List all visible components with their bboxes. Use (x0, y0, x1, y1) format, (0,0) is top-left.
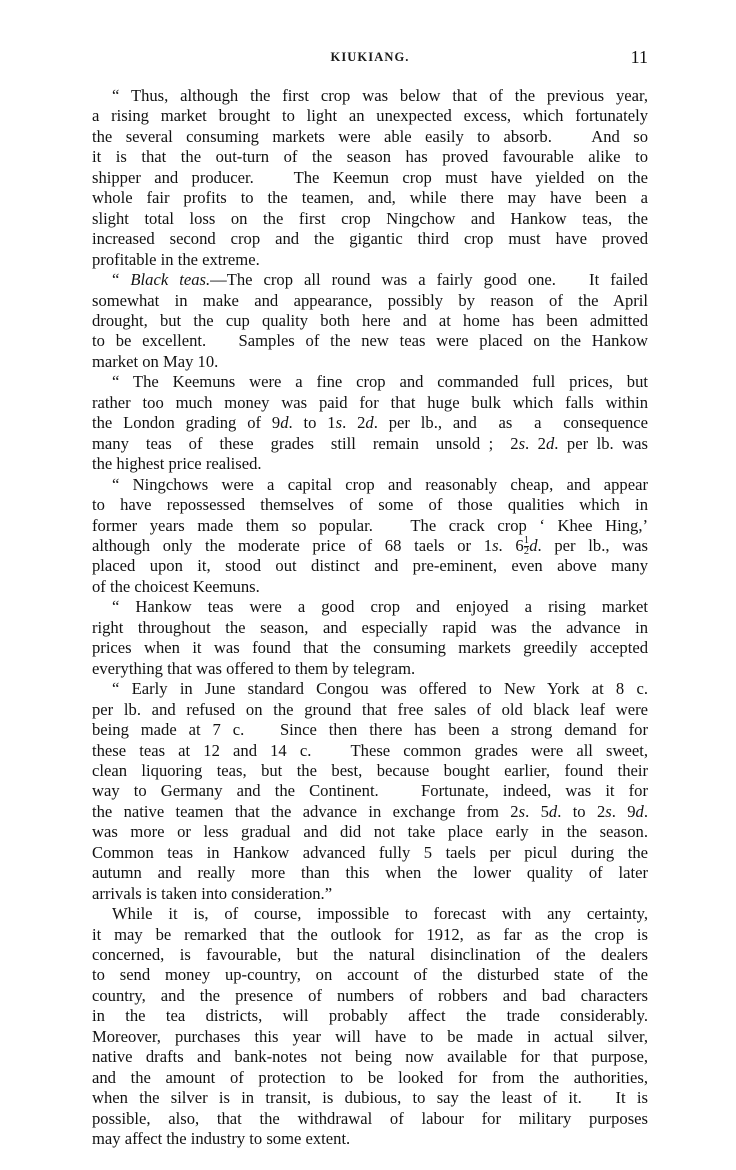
currency-pence: d (548, 801, 558, 821)
text-line: clean liquoring teas, but the best, because bought earlier, found their (92, 760, 648, 780)
text-line: increased second crop and the gigantic third crop must have proved (92, 229, 648, 249)
fraction-one-half: $\frac{1}{2}$ (523, 535, 530, 557)
text-line: drought, but the cup quality both here and at home has been admitted (92, 310, 648, 330)
currency-pence: d (545, 433, 555, 453)
line-text: “ Thus, although the first crop was below that of the previous year, (112, 86, 648, 105)
paragraph (92, 904, 648, 1149)
text-line: rather too much money was paid for that huge bulk which falls within (92, 392, 648, 412)
text-line: slight total loss on the first crop Ningchow and Hankow teas, the (92, 208, 648, 228)
text-line: “ Black teas.—The crop all round was a fairly good one. It failed (112, 270, 648, 290)
text-line: per lb. and refused on the ground that free sales of old black leaf were (92, 699, 648, 719)
text-line (92, 679, 648, 699)
text-line: to send money up-country, on account of the disturbed state of the (92, 965, 648, 985)
text-line: whole fair profits to the teamen, and, while there may have been a (92, 188, 648, 208)
text-line: arrivals is taken into consideration.” (92, 883, 333, 903)
currency-shilling: s (335, 413, 343, 433)
text-line: “ Ningchows were a capital crop and reasonably cheap, and appear (112, 474, 648, 494)
italic-term: Black teas. (130, 270, 211, 290)
page-number: 11 (630, 47, 648, 67)
text-line: to be excellent. Samples of the new teas were placed on the Hankow (92, 331, 648, 351)
text-line: market on May 10. (92, 351, 219, 371)
paragraph (92, 475, 648, 598)
text-line (92, 904, 648, 924)
text-line: to have repossessed themselves of some of those qualities which in (92, 495, 648, 515)
line-text: While it is, of course, impossible to forecast with any certainty, (112, 904, 648, 924)
text-line: the several consuming markets were able easily to absorb. And so (92, 126, 648, 146)
text-line: everything that was offered to them by telegram. (92, 658, 416, 678)
text-line: when the silver is in transit, is dubious, to say the least of it. It is (92, 1088, 648, 1108)
text-line: prices when it was found that the consuming markets greedily accepted (92, 638, 648, 658)
text-line: the London grading of 9d. to 1s. 2d. per lb., and as a consequence (92, 413, 649, 433)
text-line: these teas at 12 and 14 c. These common grades were all sweet, (92, 740, 648, 760)
text-line: placed upon it, stood out distinct and pre-eminent, even above many (92, 556, 648, 576)
text-line: and the amount of protection to be looked for from the authorities, (92, 1067, 648, 1087)
text-line: former years made them so popular. The crack crop ‘ Khee Hing,’ (92, 515, 648, 535)
text-line: right throughout the season, and especially rapid was the advance in (92, 617, 648, 637)
paragraph (92, 597, 648, 679)
text-line: somewhat in make and appearance, possibly by reason of the April (92, 290, 648, 310)
text-line: it is that the out-turn of the season has proved favourable alike to (92, 147, 648, 167)
running-head (92, 47, 648, 68)
paragraph (92, 679, 648, 904)
line-text: “ Early in June standard Congou was offered to New York at 8 c. (112, 679, 648, 699)
text-line: way to Germany and the Continent. Fortunate, indeed, was it for (92, 781, 648, 801)
text-line: “ The Keemuns were a fine crop and commanded full prices, but (112, 372, 648, 392)
text-line: it may be remarked that the outlook for 1912, as far as the crop is (92, 924, 648, 944)
running-title: KIUKIANG. (330, 50, 410, 64)
currency-shilling: s (605, 801, 612, 821)
text-line: autumn and really more than this when the lower quality of later (92, 863, 648, 883)
text-line: the highest price realised. (92, 454, 262, 474)
currency-pence: d (529, 535, 538, 555)
currency-pence: d (635, 801, 644, 821)
text-line: Moreover, purchases this year will have to be made in actual silver, (92, 1026, 648, 1046)
text-line: was more or less gradual and did not take place early in the season. (92, 822, 648, 842)
paragraph (92, 270, 648, 372)
text-line: many teas of these grades still remain unsold ; 2s. 2d. per lb. was (92, 433, 648, 453)
currency-pence: d (365, 413, 374, 433)
currency-shilling: s (518, 433, 526, 453)
text-line (92, 86, 648, 106)
text-line: native drafts and bank-notes not being now available for that purpose, (92, 1047, 648, 1067)
text-line: may affect the industry to some extent. (92, 1129, 351, 1149)
body-text (92, 86, 648, 1150)
text-line: Common teas in Hankow advanced fully 5 taels per picul during the (92, 842, 648, 862)
text-line: concerned, is favourable, but the natural disinclination of the dealers (92, 945, 648, 965)
text-line: in the tea districts, will probably affect the trade considerably. (92, 1006, 648, 1026)
line-text: “ Hankow teas were a good crop and enjoyed a rising market (112, 597, 648, 617)
text-line: possible, also, that the withdrawal of labour for military purposes (92, 1108, 648, 1128)
text-line: although only the moderate price of 68 taels or 1s. 6 $\frac{1}{2}$ d. per lb., was (92, 535, 648, 557)
currency-shilling: s (492, 535, 499, 555)
text-line: a rising market brought to light an unexpected excess, which fortunately (92, 106, 648, 126)
currency-pence: d (280, 413, 289, 433)
text-line: profitable in the extreme. (92, 249, 260, 269)
text-line: of the choicest Keemuns. (92, 576, 260, 596)
currency-shilling: s (518, 801, 526, 821)
text-line: country, and the presence of numbers of robbers and bad characters (92, 985, 648, 1005)
text-line: being made at 7 c. Since then there has been a strong demand for (92, 720, 648, 740)
paragraph (92, 86, 648, 270)
text-line: the native teamen that the advance in exchange from 2s. 5d. to 2s. 9d. (92, 801, 648, 821)
text-line: shipper and producer. The Keemun crop must have yielded on the (92, 167, 648, 187)
text-line (92, 597, 648, 617)
paragraph (92, 372, 648, 474)
